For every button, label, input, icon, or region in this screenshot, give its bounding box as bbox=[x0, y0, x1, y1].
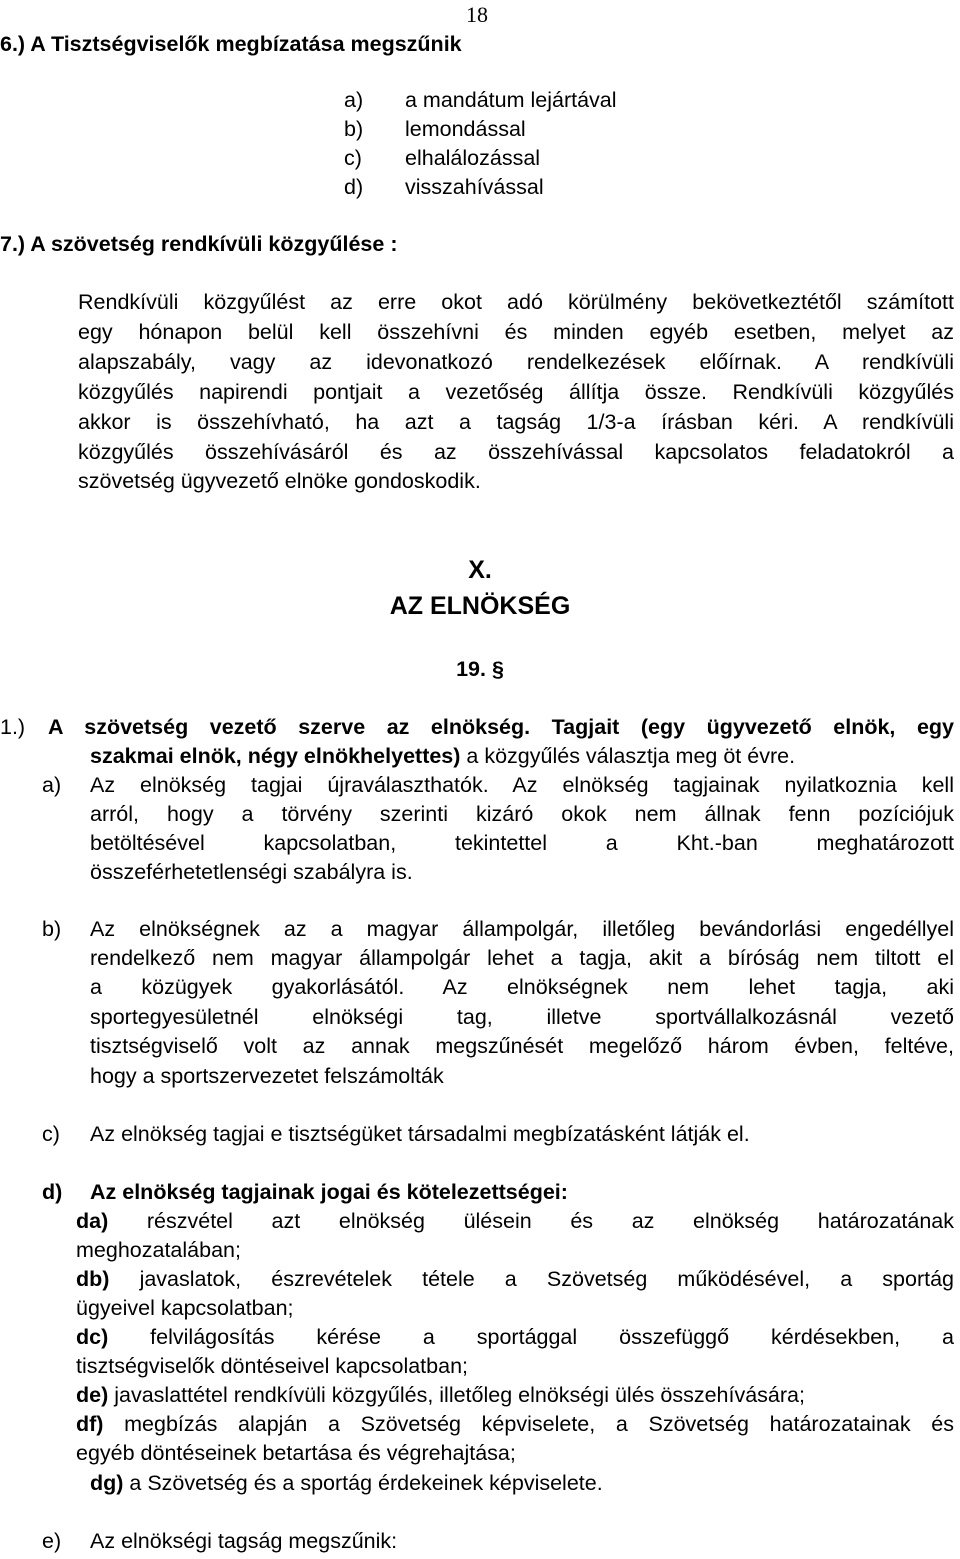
list-item bbox=[344, 144, 540, 173]
item-label: b) bbox=[42, 917, 62, 941]
paragraph-line: közgyűlés összehívásáról és az összehívással kapcsolatos feladatokról a bbox=[78, 440, 954, 464]
item-text: felvilágosítás kérése a sportággal összefüggő kérdésekben, a bbox=[108, 1325, 954, 1349]
paragraph-line: Az elnökségi tagság megszűnik: bbox=[90, 1529, 398, 1553]
item-text: megbízás alapján a Szövetség képviselete, a Szövetség határozatainak és bbox=[103, 1412, 954, 1436]
list-item bbox=[76, 1381, 805, 1410]
paragraph-line: betöltésével kapcsolatban, tekintettel a Kht.-ban meghatározott bbox=[90, 831, 954, 855]
item-label: d) bbox=[344, 175, 364, 199]
paragraph-line: arról, hogy a törvény szerinti kizáró okok nem állnak fenn pozíciójuk bbox=[90, 802, 954, 826]
section-number: 19. § bbox=[456, 657, 504, 681]
item-continuation: meghozatalában; bbox=[76, 1238, 241, 1262]
paragraph-line: összeférhetetlenségi szabályra is. bbox=[90, 860, 413, 884]
paragraph-line: Az elnökségnek az a magyar állampolgár, illetőleg bevándorlási engedéllyel bbox=[90, 917, 954, 941]
list-item bbox=[76, 1207, 954, 1236]
list-item bbox=[344, 86, 617, 115]
item-continuation: egyéb döntéseinek betartása és végrehajtása; bbox=[76, 1441, 516, 1465]
item-label: e) bbox=[42, 1529, 62, 1553]
item-tag: db) bbox=[76, 1267, 110, 1291]
item-tag: df) bbox=[76, 1412, 104, 1436]
paragraph-line: hogy a sportszervezetet felszámolták bbox=[90, 1064, 444, 1088]
chapter-title: AZ ELNÖKSÉG bbox=[389, 592, 571, 620]
item-text: visszahívással bbox=[405, 175, 544, 199]
page-number: 18 bbox=[466, 2, 488, 27]
paragraph-line bbox=[90, 742, 795, 771]
item-label: a) bbox=[42, 773, 62, 797]
bold-text: szakmai elnök, négy elnökhelyettes) bbox=[90, 744, 461, 768]
paragraph-line: közgyűlés napirendi pontjait a vezetőség állítja össze. Rendkívüli közgyűlés bbox=[78, 380, 954, 404]
regular-text: a közgyűlés választja meg öt évre. bbox=[460, 744, 796, 768]
paragraph-line: A szövetség vezető szerve az elnökség. Tagjait (egy ügyvezető elnök, egy bbox=[48, 715, 954, 739]
paragraph-line: Rendkívüli közgyűlést az erre okot adó körülmény bekövetkeztétől számított bbox=[78, 290, 954, 314]
paragraph-line: a közügyek gyakorlásától. Az elnökségnek nem lehet tagja, aki bbox=[90, 975, 954, 999]
paragraph-line: akkor is összehívható, ha azt a tagság 1/3-a írásban kéri. A rendkívüli bbox=[78, 410, 954, 434]
list-item bbox=[76, 1410, 954, 1439]
item-text: lemondással bbox=[405, 117, 526, 141]
item-label: c) bbox=[344, 146, 362, 170]
item-tag: dg) bbox=[90, 1471, 124, 1495]
section-7-heading: 7.) A szövetség rendkívüli közgyűlése : bbox=[0, 232, 398, 256]
item-text: elhalálozással bbox=[405, 146, 541, 170]
paragraph-line: tisztségviselő volt az annak megszűnését megelőző három évben, feltéve, bbox=[90, 1034, 954, 1058]
item-tag: de) bbox=[76, 1383, 109, 1407]
item-label: b) bbox=[344, 117, 364, 141]
item-tag: dc) bbox=[76, 1325, 109, 1349]
subsection-heading: Az elnökség tagjainak jogai és kötelezettségei: bbox=[90, 1180, 568, 1204]
item-text: a mandátum lejártával bbox=[405, 88, 617, 112]
paragraph-line: egy hónapon belül kell összehívni és minden egyéb esetben, melyet az bbox=[78, 320, 954, 344]
item-continuation: tisztségviselők döntéseivel kapcsolatban; bbox=[76, 1354, 468, 1378]
paragraph-line: szövetség ügyvezető elnöke gondoskodik. bbox=[78, 469, 481, 493]
section-6-heading: 6.) A Tisztségviselők megbízatása megszűnik bbox=[0, 32, 462, 56]
item-label: d) bbox=[42, 1180, 63, 1204]
item-continuation: ügyeivel kapcsolatban; bbox=[76, 1296, 294, 1320]
point-number: 1.) bbox=[0, 715, 26, 739]
paragraph-line: Az elnökség tagjai újraválaszthatók. Az elnökség tagjainak nyilatkoznia kell bbox=[90, 773, 954, 797]
paragraph-line: sportegyesületnél elnökségi tag, illetve sportvállalkozásnál vezető bbox=[90, 1005, 954, 1029]
list-item bbox=[344, 115, 526, 144]
list-item bbox=[76, 1323, 954, 1352]
item-label: c) bbox=[42, 1122, 60, 1146]
chapter-numeral: X. bbox=[468, 556, 492, 584]
list-item bbox=[76, 1265, 954, 1294]
item-text: javaslattétel rendkívüli közgyűlés, illetőleg elnökségi ülés összehívására; bbox=[108, 1383, 805, 1407]
item-tag: da) bbox=[76, 1209, 109, 1233]
list-item bbox=[90, 1469, 603, 1498]
paragraph-line: alapszabály, vagy az idevonatkozó rendelkezések előírnak. A rendkívüli bbox=[78, 350, 954, 374]
item-text: részvétel azt elnökség ülésein és az elnökség határozatának bbox=[108, 1209, 954, 1233]
item-text: a Szövetség és a sportág érdekeinek képviselete. bbox=[123, 1471, 603, 1495]
paragraph-line: Az elnökség tagjai e tisztségüket társadalmi megbízatásként látják el. bbox=[90, 1122, 750, 1146]
item-label: a) bbox=[344, 88, 364, 112]
list-item bbox=[344, 173, 544, 202]
item-text: javaslatok, észrevételek tétele a Szövetség működésével, a sportág bbox=[109, 1267, 954, 1291]
paragraph-line: rendelkező nem magyar állampolgár lehet a tagja, akit a bíróság nem tiltott el bbox=[90, 946, 954, 970]
